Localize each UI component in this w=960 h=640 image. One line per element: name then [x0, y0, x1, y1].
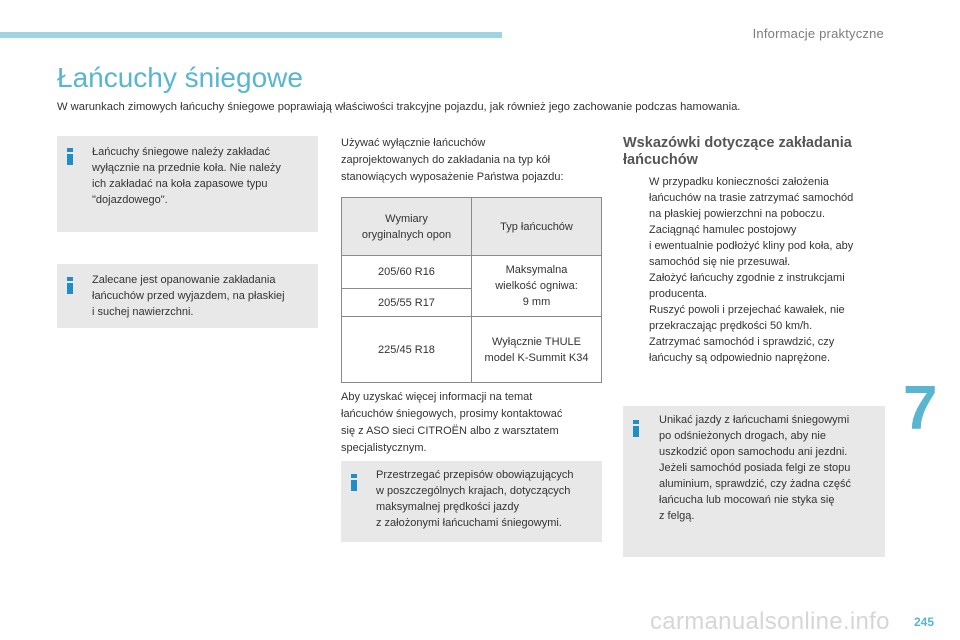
list-item: Założyć łańcuchy zgodnie z instrukcjami producenta.: [649, 272, 845, 300]
hints-list: [623, 174, 885, 366]
info-icon: [67, 148, 73, 165]
section-label: Informacje praktyczne: [752, 26, 884, 41]
table-row: [342, 317, 602, 383]
tyre-size-cell: 205/60 R16: [342, 256, 472, 289]
table-header-row: [342, 198, 602, 256]
info-note-text: Łańcuchy śniegowe należy zakładać wyłącznie na przednie koła. Nie należy ich zakładać na koła zapasowe typu "dojazdowego".: [92, 146, 281, 206]
usage-text: Używać wyłącznie łańcuchów zaprojektowanych do zakładania na typ kół stanowiących wyposażenie Państwa pojazdu:: [341, 137, 564, 183]
table-header-tyres: Wymiary oryginalnych opon: [342, 198, 472, 256]
chain-type-cell: Wyłącznie THULE model K-Summit K34: [472, 317, 602, 383]
chains-table: [341, 197, 602, 383]
info-note-regulations: [341, 461, 602, 542]
table-row: [342, 256, 602, 289]
page-number: 245: [914, 615, 935, 629]
page-title: Łańcuchy śniegowe: [57, 62, 303, 93]
info-note-front-wheels: [57, 136, 318, 232]
list-item: Zaciągnąć hamulec postojowy i ewentualnie podłożyć kliny pod koła, aby samochód się nie przesuwał.: [649, 224, 854, 268]
hints-title: Wskazówki dotyczące zakładania łańcuchów: [623, 135, 852, 168]
chain-type-cell: Maksymalna wielkość ogniwa: 9 mm: [472, 256, 602, 317]
more-info-text: Aby uzyskać więcej informacji na temat łańcuchów śniegowych, prosimy kontaktować się z ASO sieci CITROËN albo z warsztatem specjalistycznym.: [341, 391, 563, 454]
info-icon: [351, 474, 357, 491]
chapter-number: 7: [903, 374, 938, 443]
list-item: Ruszyć powoli i przejechać kawałek, nie przekraczając prędkości 50 km/h.: [649, 304, 845, 332]
watermark: carmanualsonline.info: [650, 608, 890, 635]
info-note-text: Unikać jazdy z łańcuchami śniegowymi po odśnieżonych drogach, aby nie uszkodzić opon samochodu ani jezdni. Jeżeli samochód posiada felgi ze stopu aluminium, sprawdzić, czy żadna część łańcucha lub mocowań nie styka się z felgą.: [659, 414, 851, 522]
table-header-chains: Typ łańcuchów: [472, 198, 602, 256]
info-note-text: Zalecane jest opanowanie zakładania łańcuchów przed wyjazdem, na płaskiej i suchej nawierzchni.: [92, 274, 285, 318]
list-item: W przypadku konieczności założenia łańcuchów na trasie zatrzymać samochód na płaskiej powierzchni na poboczu.: [649, 176, 854, 220]
info-icon: [633, 420, 639, 437]
list-item: Zatrzymać samochód i sprawdzić, czy łańcuchy są odpowiednio naprężone.: [649, 336, 835, 364]
tyre-size-cell: 225/45 R18: [342, 317, 472, 383]
info-note-practice: [57, 264, 318, 328]
intro-text: W warunkach zimowych łańcuchy śniegowe poprawiają właściwości trakcyjne pojazdu, jak również jego zachowanie podczas hamowania.: [57, 101, 741, 113]
tyre-size-cell: 205/55 R17: [342, 289, 472, 317]
header-accent-bar: [0, 32, 502, 38]
info-icon: [67, 277, 73, 294]
info-note-text: Przestrzegać przepisów obowiązujących w poszczególnych krajach, dotyczących maksymalnej prędkości jazdy z założonymi łańcuchami śniegowymi.: [376, 469, 574, 529]
info-note-rims: [623, 406, 885, 557]
